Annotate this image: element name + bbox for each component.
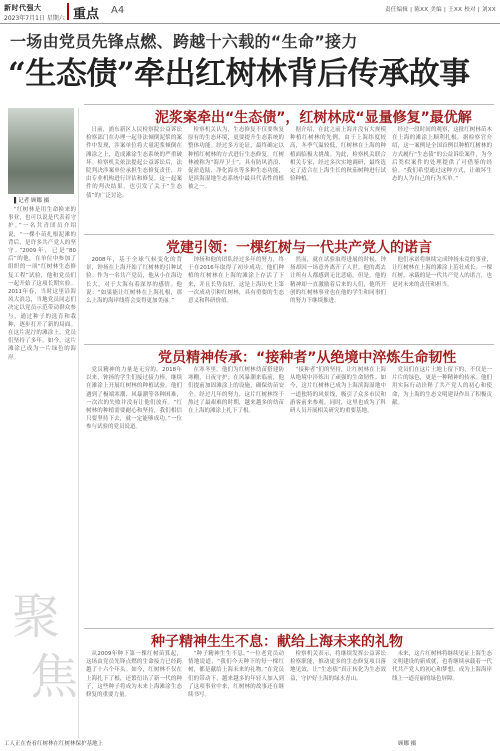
sidebar <box>8 108 79 722</box>
sidebar-paragraph: “红树林是用生命换来的事业，也可以说是代表着守护。”一名共青团员介绍说，“一棵小苗扎根泥滩的背后，是许多共产党人的坚守。”2009年，已是“80后”的他，在单位中参加了组织的一项“红树林生态修复工程”试验，他和党员们一起开始了这项长期实验。2011年春，当时这里沿海风大浪急，当地党员同志们决定以党员示范带动群众参与，通过种子的选育和栽种，逐步打开了新的局面。在这片泥泞的滩涂上，党员们坚持了多年。如今，这片滩涂已成为一片绿色的海岸。 <box>8 207 76 361</box>
text-column <box>392 256 492 340</box>
text-column <box>188 256 284 340</box>
header-separator <box>67 3 69 20</box>
text-column <box>392 366 492 624</box>
masthead: 新时代强大 <box>4 4 42 12</box>
paragraph: 经过一段时间的观察，这批红树林苗木在上海的滩涂上顺利扎根。据检察官介绍，这一案例是全国首例以种植红树林的方式履行“生态债”的公益诉讼案件，为今后类似案件的处理提供了可借鉴的经验。“我们希望通过这种方式，让破坏生态的人为自己的行为买单。” <box>392 127 492 183</box>
paragraph: 未来，这片红树林将继续见证上海生态文明建设的新成就，也将继续承载着一代代共产党人的初心和梦想，成为上海海岸线上一道亮丽的绿色屏障。 <box>392 651 492 682</box>
text-column <box>188 126 284 232</box>
sidebar-text <box>8 206 76 576</box>
paragraph: 他们承诺将继续完成钟扬未竟的事业，让红树林在上海的滩涂上茁壮成长。一棵红树，承载的是一代共产党人的诺言，也是对未来的责任和担当。 <box>392 257 492 288</box>
section-rule <box>84 628 494 629</box>
paragraph: 钟扬和他的团队经过多年的努力，终于在2016年取得了初步成功。他们种植的红树林在上海的滩涂上存活了下来，并且长势良好。这是上海历史上第一次成功引种红树林，具有重要的生态意义和科研价值。 <box>188 257 284 305</box>
section-rule <box>84 344 494 345</box>
mangrove-photo <box>8 108 74 194</box>
subhead-3: 党员精神传承：“接种者”从绝境中淬炼生命韧性 <box>158 350 457 366</box>
photo-caption: ▌记者 顾娜 摄 <box>14 198 50 204</box>
issue-date: 2023年7月1日 星期六 <box>4 15 65 22</box>
byline: 顾娜 摄 <box>398 741 417 747</box>
paragraph: 据介绍，在此之前上海并没有大规模种植红树林的先例。由于上海纬度较高，冬季气温较低，红树林在上海的种植面临极大挑战。为此，检察机关联合相关专家，经过多次实地调研，最终选定了适合在上海生长的秋茄树种进行试验种植。 <box>290 127 386 183</box>
page-header <box>0 0 500 24</box>
kicker: 一场由党员先锋点燃、跨越十六载的“生命”接力 <box>10 32 358 51</box>
text-column <box>392 126 492 232</box>
text-column <box>188 650 284 734</box>
paragraph: 检察机关表示，将继续发挥公益诉讼检察职能，推动更多的生态修复项目落地见效，让“生态债”真正转化为生态效益，守护好上海的绿水青山。 <box>290 651 386 682</box>
paragraph: 党员们在这片土地上留下的，不仅是一片片的绿色，更是一种精神的传承。他们用实际行动诠释了共产党人的初心和使命，为上海的生态文明建设作出了积极贡献。 <box>392 367 492 406</box>
bottom-caption: 工人正在查看红树林在红树林保护基地上 <box>4 741 104 747</box>
paragraph: “种子精神生生不息。”一位老党员动情地说道，“我们今天种下的每一棵红树，都是献给上海未来的礼物。”在党员们的带动下，越来越多的年轻人加入到了这项事业中来，红树林的故事还在继续书写。 <box>188 651 284 699</box>
subhead-4: 种子精神生生不息：献给上海未来的礼物 <box>151 634 403 650</box>
text-column <box>86 126 182 232</box>
paragraph: 党员精神的力量是无穷的。2018年以来，钟扬的学生们接过接力棒，继续在滩涂上开展红树林的种植试验。他们遇到了极端寒潮、风暴潮等各种困难，一次次的失败并没有让他们放弃。“红树林的种植需要耐心和坚持，我们相信只要坚持下去，就一定能够成功。”一位参与试验的党员说道。 <box>86 367 182 431</box>
text-column <box>290 256 386 340</box>
decor-char-1: 聚 <box>12 589 61 645</box>
text-column <box>290 366 386 624</box>
paragraph: 然而，就在试验取得进展的时候，钟扬却因一场意外离开了人世。他的离去让所有人都感到无比悲痛。但是，他的精神却一直激励着后来的人们，他所开创的红树林事业也在他的学生和同事们的努力下继续推进。 <box>290 257 386 305</box>
paragraph: 检察机关认为，生态修复不仅要恢复原有的生态环境，更要提升生态系统的整体功能。经过多方论证，最终确定以种植红树林的方式进行生态修复。红树林被称为“海岸卫士”，具有防风消浪、促淤造陆、净化海水等多种生态功能，是滨海湿地生态系统中最具代表性的植被之一。 <box>188 127 284 191</box>
paragraph: “接种者”们的坚持，让红树林在上海从绝境中淬炼出了顽强的生命韧性。如今，这片红树林已成为上海滨海湿地中一道独特的风景线，吸引了众多市民和游客前来参观。同时，这里也成为了科研人员开展相关研究的重要基地。 <box>290 367 386 415</box>
paragraph: 从2009年种下第一棵红树苗算起，这场由党员先锋点燃的生命接力已经跨越了十六个年头。如今，红树林不仅在上海扎下了根，还繁衍出了新一代的种子，这些种子将成为未来上海滩涂生态修复的重要力量。 <box>86 651 182 699</box>
subhead-2: 党建引领：一棵红树与一代共产党人的诺言 <box>166 240 432 256</box>
text-column <box>188 366 284 624</box>
decor-char-2: 焦 <box>30 649 79 705</box>
editor-credits: 责任编辑 | 陈XX 美编 | 王XX 校对 | 刘XX <box>384 7 496 13</box>
main-headline: “生态债”牵出红树林背后传承故事 <box>8 56 470 92</box>
paragraph: 在寒冬里，他们为红树林幼苗搭建防寒棚，日夜守护；在风暴潮来临前，他们提前加固滩涂上的设施，确保幼苗安全。经过几年的努力，这片红树林终于熬过了最艰难的时期，越来越多的幼苗在上海的滩涂上扎下了根。 <box>188 367 284 415</box>
header-rule <box>0 23 500 24</box>
subhead-1: 泥浆案牵出“生态债”，红树林成“显量修复”最优解 <box>155 110 472 126</box>
text-column <box>86 650 182 734</box>
section-name: 重点 <box>73 7 100 22</box>
text-column <box>290 650 386 734</box>
text-column <box>392 650 492 734</box>
text-column <box>290 126 386 232</box>
text-column <box>86 366 182 624</box>
sidebar-divider <box>78 108 79 738</box>
section-rule <box>84 234 494 235</box>
section-rule <box>84 104 494 105</box>
paragraph: 2008年，基于全球气候变化的背景，钟扬在上海开始了红树林的引种试验。作为一名共产党员，他从小在海边长大，对于大海有着深厚的感情。他说：“如果能让红树林在上海扎根，那么上海的海岸线将会变得更加美丽。” <box>86 257 182 305</box>
paragraph: 日前，浦东新区人民检察院公益诉讼检察部门在办理一起非法倾倒泥浆的案件中发现，涉案单位将大量泥浆倾倒在滩涂之上，造成滩涂生态系统的严重破坏。检察机关依法提起公益诉讼后，法院判决涉案单位承担生态修复责任，并由专业机构进行评估和修复。这一起案件的判决结果，也引发了关于“生态债”的广泛讨论。 <box>86 127 182 199</box>
page-code: A4 <box>111 5 125 16</box>
text-column <box>86 256 182 340</box>
